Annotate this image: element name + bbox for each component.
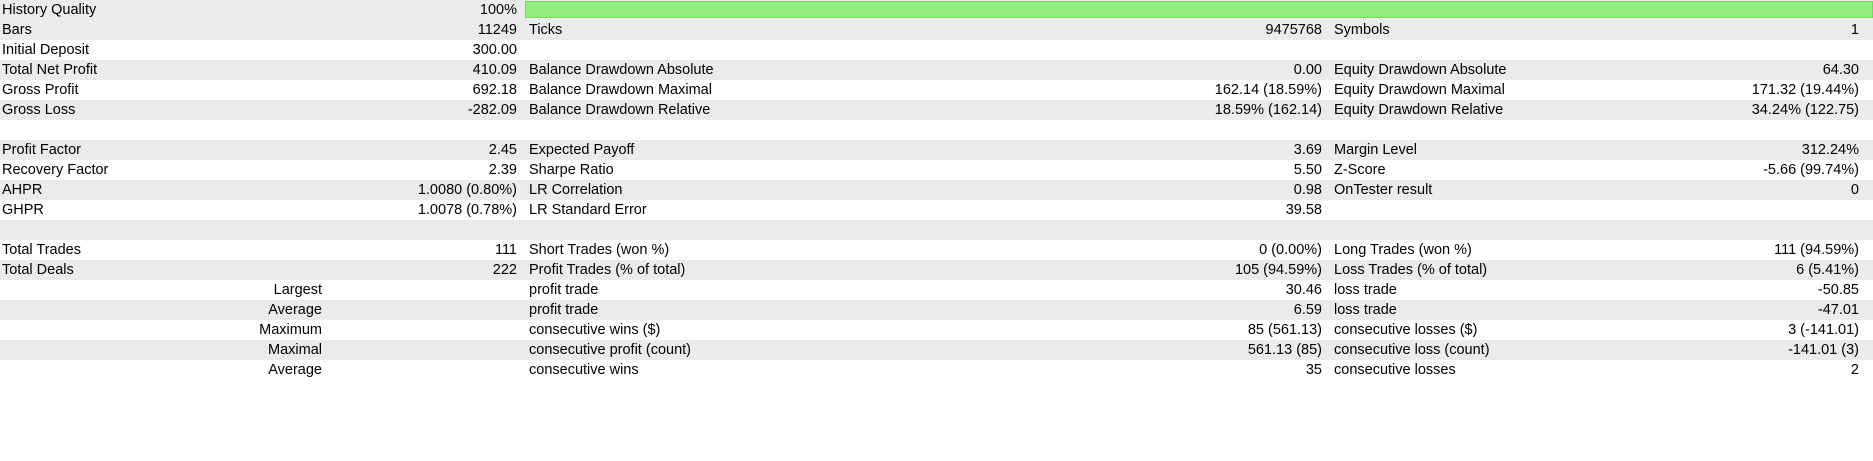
report-cell-value: -141.01 (3) — [1788, 342, 1859, 358]
report-cell-label: Average — [268, 302, 322, 318]
report-row — [0, 140, 1873, 160]
report-rows — [0, 20, 1873, 380]
report-cell-value: 1 — [1850, 22, 1859, 38]
report-cell-label — [0, 120, 330, 140]
report-cell-value — [330, 220, 525, 240]
report-row — [0, 40, 1873, 60]
report-cell-label: Maximum — [259, 322, 322, 338]
report-cell-value: 0 — [1850, 182, 1859, 198]
report-cell-label: Ticks — [529, 22, 563, 38]
report-cell-label: Expected Payoff — [529, 142, 635, 158]
report-cell-label — [525, 40, 855, 60]
report-cell-value — [855, 220, 1330, 240]
report-cell-value: 85 (561.13) — [1247, 322, 1322, 338]
report-cell-value: 2 — [1850, 362, 1859, 378]
report-cell-value: 1.0080 (0.80%) — [417, 182, 517, 198]
report-cell-value: -47.01 — [1817, 302, 1859, 318]
report-cell-value — [1660, 220, 1865, 240]
report-cell-value — [330, 340, 525, 360]
report-cell-label — [525, 120, 855, 140]
report-cell-label: consecutive wins ($) — [529, 322, 661, 338]
report-cell-value: 171.32 (19.44%) — [1751, 82, 1859, 98]
report-cell-value: 6 (5.41%) — [1796, 262, 1859, 278]
report-cell-value: 3 (-141.01) — [1788, 322, 1859, 338]
report-cell-value: 34.24% (122.75) — [1751, 102, 1859, 118]
report-cell-value: 312.24% — [1801, 142, 1859, 158]
report-cell-value: 0.98 — [1293, 182, 1322, 198]
report-cell-label — [1330, 220, 1660, 240]
report-cell-value — [855, 40, 1330, 60]
report-cell-label: Short Trades (won %) — [529, 242, 670, 258]
report-cell-value: 162.14 (18.59%) — [1214, 82, 1322, 98]
report-cell-value: 1.0078 (0.78%) — [417, 202, 517, 218]
report-row — [0, 340, 1873, 360]
report-cell-value: 2.39 — [488, 162, 517, 178]
report-cell-value: 11249 — [477, 22, 517, 38]
report-row — [0, 160, 1873, 180]
report-cell-label: consecutive losses ($) — [1334, 322, 1478, 338]
report-cell-label: profit trade — [529, 302, 599, 318]
report-row — [0, 280, 1873, 300]
report-cell-value: 111 — [494, 242, 517, 258]
report-cell-value — [1660, 120, 1865, 140]
report-row — [0, 60, 1873, 80]
report-row — [0, 360, 1873, 380]
report-cell-value: 300.00 — [472, 42, 517, 58]
report-cell-value: 105 (94.59%) — [1234, 262, 1322, 278]
report-cell-label: Average — [268, 362, 322, 378]
report-cell-label: OnTester result — [1334, 182, 1433, 198]
report-cell-label: Profit Factor — [2, 142, 81, 158]
report-cell-value: -50.85 — [1817, 282, 1859, 298]
report-cell-label: Symbols — [1334, 22, 1390, 38]
report-cell-label: Balance Drawdown Maximal — [529, 82, 712, 98]
report-row — [0, 120, 1873, 140]
report-cell-label: Total Trades — [2, 242, 81, 258]
report-row — [0, 240, 1873, 260]
report-row — [0, 100, 1873, 120]
history-quality-label: History Quality — [2, 2, 97, 18]
history-quality-value: 100% — [479, 2, 517, 18]
report-cell-value: 0 (0.00%) — [1259, 242, 1322, 258]
report-cell-value: 2.45 — [488, 142, 517, 158]
report-row — [0, 320, 1873, 340]
report-cell-label — [1330, 120, 1660, 140]
report-cell-value: 5.50 — [1293, 162, 1322, 178]
report-cell-label: Sharpe Ratio — [529, 162, 614, 178]
report-cell-label — [1330, 200, 1660, 220]
report-cell-value: 35 — [1305, 362, 1322, 378]
report-cell-label: AHPR — [2, 182, 43, 198]
report-cell-label: Equity Drawdown Maximal — [1334, 82, 1505, 98]
report-cell-value — [855, 120, 1330, 140]
report-cell-value: 111 (94.59%) — [1774, 242, 1859, 258]
report-cell-value — [330, 360, 525, 380]
report-row — [0, 180, 1873, 200]
report-cell-label: Recovery Factor — [2, 162, 109, 178]
report-cell-label: Profit Trades (% of total) — [529, 262, 686, 278]
report-row — [0, 300, 1873, 320]
report-cell-value: 64.30 — [1822, 62, 1859, 78]
report-row — [0, 80, 1873, 100]
report-cell-value: 9475768 — [1265, 22, 1322, 38]
report-cell-value — [1660, 200, 1865, 220]
report-row — [0, 260, 1873, 280]
report-row — [0, 20, 1873, 40]
report-cell-label: Balance Drawdown Relative — [529, 102, 711, 118]
report-cell-label: Equity Drawdown Relative — [1334, 102, 1504, 118]
report-cell-label: Gross Profit — [2, 82, 79, 98]
report-cell-label: consecutive loss (count) — [1334, 342, 1490, 358]
report-cell-label: Initial Deposit — [2, 42, 90, 58]
report-cell-value: 222 — [492, 262, 517, 278]
report-cell-value: -5.66 (99.74%) — [1763, 162, 1859, 178]
report-row — [0, 220, 1873, 240]
report-cell-value — [330, 280, 525, 300]
report-cell-value: 0.00 — [1293, 62, 1322, 78]
report-cell-label: Equity Drawdown Absolute — [1334, 62, 1507, 78]
report-cell-value: 39.58 — [1285, 202, 1322, 218]
report-cell-value: 18.59% (162.14) — [1214, 102, 1322, 118]
report-cell-value: 3.69 — [1293, 142, 1322, 158]
report-cell-value: 6.59 — [1293, 302, 1322, 318]
report-cell-label: Long Trades (won %) — [1334, 242, 1472, 258]
report-cell-value: 692.18 — [472, 82, 517, 98]
report-cell-label: consecutive profit (count) — [529, 342, 691, 358]
report-cell-value — [1660, 40, 1865, 60]
report-cell-label: Total Net Profit — [2, 62, 98, 78]
report-cell-label: loss trade — [1334, 302, 1397, 318]
report-cell-value: -282.09 — [467, 102, 517, 118]
report-cell-label: consecutive wins — [529, 362, 639, 378]
report-cell-value — [330, 300, 525, 320]
report-cell-value — [330, 320, 525, 340]
history-quality-row — [0, 0, 1873, 20]
history-quality-bar — [525, 1, 1873, 18]
report-cell-label: Largest — [273, 282, 322, 298]
report-cell-label: LR Correlation — [529, 182, 623, 198]
report-cell-label: Bars — [2, 22, 32, 38]
report-row — [0, 200, 1873, 220]
report-cell-label — [0, 220, 330, 240]
report-cell-value: 561.13 (85) — [1247, 342, 1322, 358]
report-cell-label — [1330, 40, 1660, 60]
report-cell-label: Total Deals — [2, 262, 74, 278]
report-cell-value: 30.46 — [1285, 282, 1322, 298]
report-cell-label: GHPR — [2, 202, 44, 218]
report-cell-value: 410.09 — [472, 62, 517, 78]
history-quality-bar-fill — [525, 1, 1873, 18]
report-cell-label: LR Standard Error — [529, 202, 647, 218]
report-cell-value — [330, 120, 525, 140]
report-cell-label: Gross Loss — [2, 102, 76, 118]
report-cell-label: Balance Drawdown Absolute — [529, 62, 714, 78]
report-cell-label: Margin Level — [1334, 142, 1418, 158]
report-cell-label: Z-Score — [1334, 162, 1386, 178]
report-cell-label: profit trade — [529, 282, 599, 298]
report-cell-label: consecutive losses — [1334, 362, 1456, 378]
report-cell-label: Loss Trades (% of total) — [1334, 262, 1488, 278]
report-cell-label — [525, 220, 855, 240]
report-cell-label: Maximal — [268, 342, 322, 358]
report-cell-label: loss trade — [1334, 282, 1397, 298]
